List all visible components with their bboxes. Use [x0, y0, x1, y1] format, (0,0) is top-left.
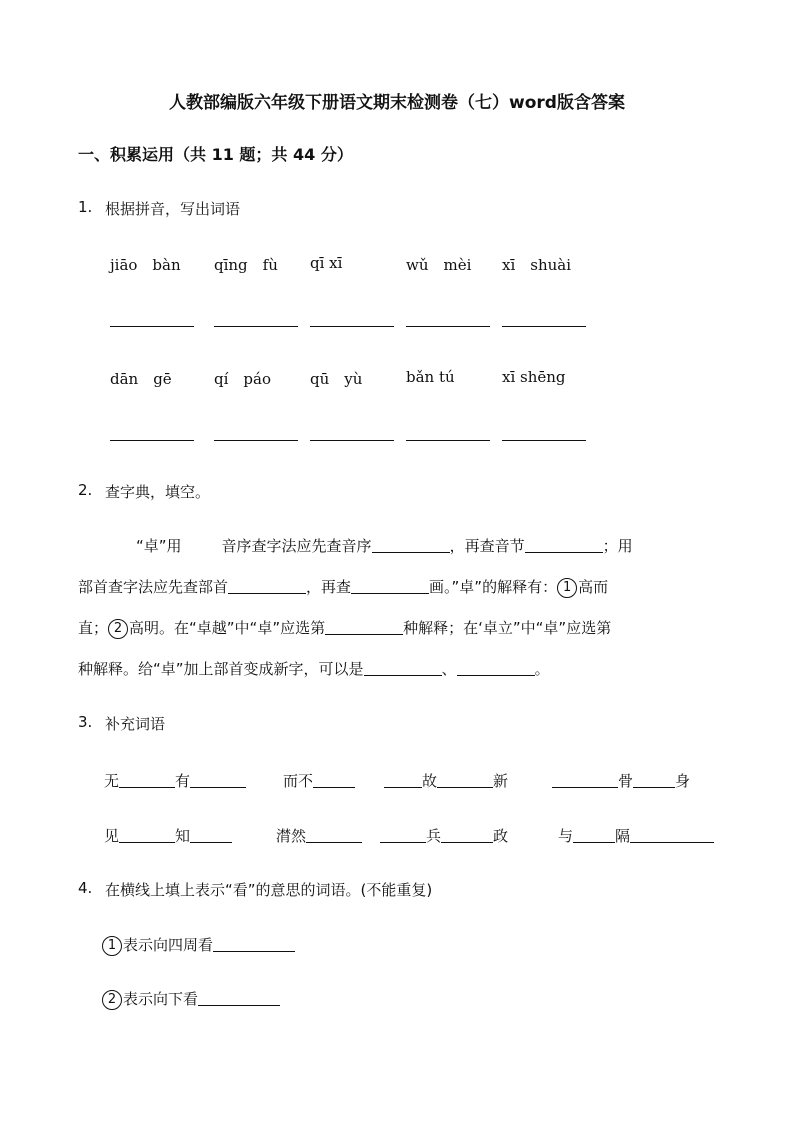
answer-blank[interactable]	[198, 1005, 280, 1006]
idiom-8	[558, 825, 714, 846]
answer-blank[interactable]	[630, 842, 714, 843]
idiom-1	[104, 770, 246, 791]
answer-blank[interactable]	[213, 951, 295, 952]
answer-blank[interactable]	[325, 634, 403, 635]
q2-text-part: 音序查字法应先查音序	[221, 537, 372, 555]
q4-number: 4.	[78, 879, 93, 897]
answer-blank[interactable]	[119, 842, 175, 843]
circled-number: 2	[102, 990, 122, 1010]
answer-blank[interactable]	[306, 842, 362, 843]
q4-item-text: 表示向四周看	[123, 936, 214, 954]
q2-text-part: 、	[441, 660, 457, 678]
answer-blank[interactable]	[525, 552, 603, 553]
idiom-2	[283, 770, 355, 791]
idiom-char: 骨	[618, 772, 634, 790]
idiom-char: 潸然	[276, 827, 307, 845]
q2-text-part: 高明。在“卓越”中“卓”应选第	[129, 619, 326, 637]
q2-text-part: 。	[534, 660, 550, 678]
q2-line-1	[136, 535, 633, 556]
q2-text-part: ；用	[602, 537, 633, 555]
answer-blank[interactable]	[573, 842, 615, 843]
pinyin-1: jiāo bàn	[110, 256, 181, 274]
idiom-char: 兵	[426, 827, 442, 845]
pinyin-10: xī shēng	[502, 368, 566, 386]
answer-blank[interactable]	[633, 787, 675, 788]
q2-number: 2.	[78, 481, 93, 499]
idiom-char: 知	[175, 827, 191, 845]
idiom-char: 与	[558, 827, 574, 845]
idiom-char: 身	[675, 772, 691, 790]
pinyin-9: bǎn tú	[406, 368, 455, 386]
idiom-4	[552, 770, 690, 791]
idiom-char: 而不	[283, 772, 314, 790]
answer-blank[interactable]	[380, 842, 426, 843]
idiom-char: 新	[493, 772, 509, 790]
pinyin-6: dān gē	[110, 370, 172, 388]
answer-blank[interactable]	[119, 787, 175, 788]
answer-blank[interactable]	[552, 787, 618, 788]
answer-blank[interactable]	[228, 593, 306, 594]
q4-item-text: 表示向下看	[123, 990, 199, 1008]
circled-number: 1	[557, 578, 577, 598]
q2-text-part: 直；	[78, 619, 109, 637]
q1-number: 1.	[78, 198, 93, 216]
q2-text-part: 种解释。给“卓”加上部首变成新字，可以是	[78, 660, 364, 678]
answer-blank[interactable]	[437, 787, 493, 788]
q2-text-part: 画。”卓”的解释有：	[429, 578, 558, 596]
q3-text: 补充词语	[105, 715, 166, 733]
idiom-6	[276, 825, 362, 846]
answer-blank[interactable]	[502, 326, 586, 327]
q2-line-3	[78, 617, 611, 639]
answer-blank[interactable]	[406, 326, 490, 327]
idiom-7	[380, 825, 508, 846]
pinyin-8: qū yù	[310, 370, 363, 388]
q2-text-part: ，再查音节	[449, 537, 525, 555]
pinyin-7: qí páo	[214, 370, 271, 388]
q2-text-part: 部首查字法应先查部首	[78, 578, 229, 596]
q2-text-part: 种解释；在‘卓立”中“卓”应选第	[403, 619, 612, 637]
answer-blank[interactable]	[110, 440, 194, 441]
answer-blank[interactable]	[406, 440, 490, 441]
answer-blank[interactable]	[190, 787, 246, 788]
q2-text-part: ，再查	[306, 578, 352, 596]
q2-line-2	[78, 576, 608, 598]
q4-item-1	[102, 934, 295, 956]
pinyin-3: qī xī	[310, 254, 343, 272]
answer-blank[interactable]	[310, 326, 394, 327]
answer-blank[interactable]	[457, 675, 535, 676]
idiom-char: 见	[104, 827, 120, 845]
answer-blank[interactable]	[190, 842, 232, 843]
q3-number: 3.	[78, 713, 93, 731]
idiom-5	[104, 825, 232, 846]
answer-blank[interactable]	[441, 842, 493, 843]
circled-number: 1	[102, 936, 122, 956]
q1-text: 根据拼音，写出词语	[105, 200, 241, 218]
q2-text: 查字典，填空。	[105, 483, 211, 501]
answer-blank[interactable]	[502, 440, 586, 441]
idiom-char: 无	[104, 772, 120, 790]
q2-text-part: 高而	[578, 578, 609, 596]
q2-text-part: “卓”用	[136, 537, 182, 555]
q4-item-2	[102, 988, 280, 1010]
answer-blank[interactable]	[384, 787, 422, 788]
idiom-char: 隔	[615, 827, 631, 845]
pinyin-4: wǔ mèi	[406, 256, 472, 274]
answer-blank[interactable]	[372, 552, 450, 553]
pinyin-2: qīng fù	[214, 256, 278, 274]
q4-text: 在横线上填上表示“看”的意思的词语。(不能重复)	[105, 881, 433, 899]
section-heading: 一、积累运用（共 11 题；共 44 分）	[78, 145, 353, 164]
circled-number: 2	[108, 619, 128, 639]
answer-blank[interactable]	[310, 440, 394, 441]
answer-blank[interactable]	[364, 675, 442, 676]
answer-blank[interactable]	[214, 440, 298, 441]
pinyin-5: xī shuài	[502, 256, 572, 274]
answer-blank[interactable]	[351, 593, 429, 594]
idiom-char: 有	[175, 772, 191, 790]
answer-blank[interactable]	[110, 326, 194, 327]
page-title: 人教部编版六年级下册语文期末检测卷（七）word版含答案	[169, 93, 625, 113]
idiom-char: 故	[422, 772, 438, 790]
idiom-3	[384, 770, 508, 791]
answer-blank[interactable]	[313, 787, 355, 788]
q2-line-4	[78, 658, 550, 679]
answer-blank[interactable]	[214, 326, 298, 327]
idiom-char: 政	[493, 827, 509, 845]
